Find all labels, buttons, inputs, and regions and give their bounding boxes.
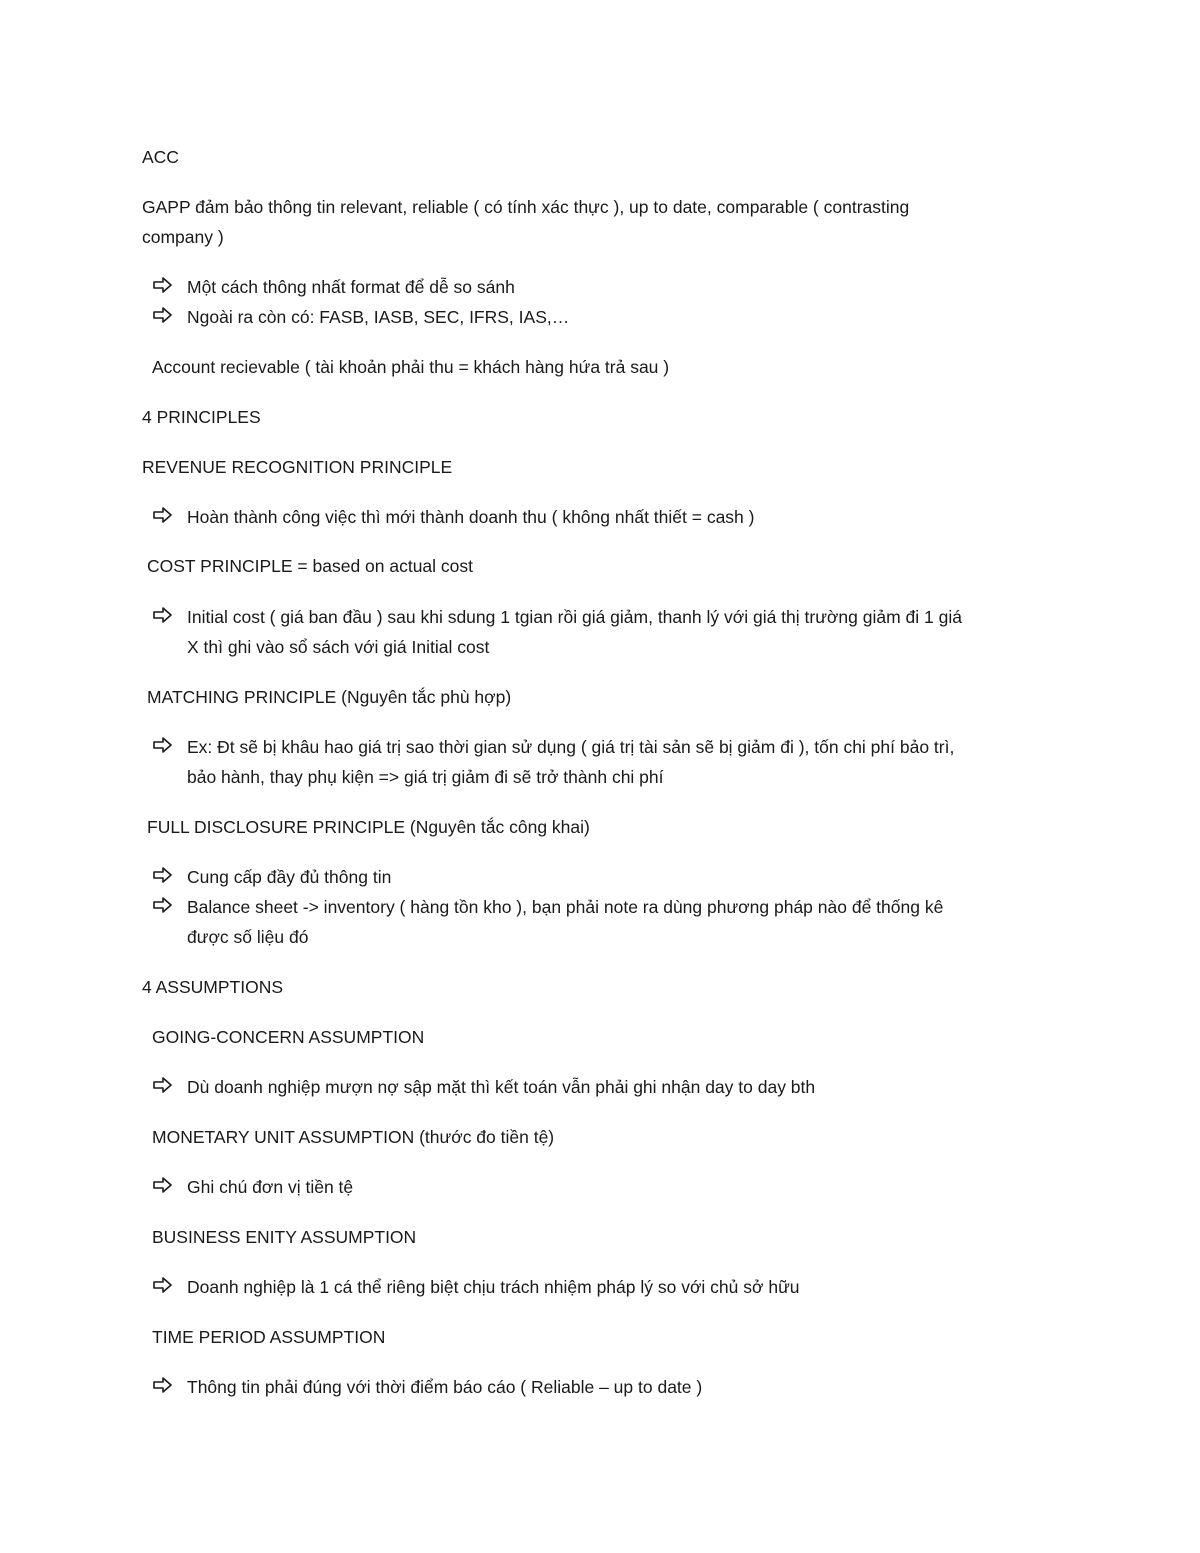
account-receivable: Account recievable ( tài khoản phải thu = khách hàng hứa trả sau ) [152,357,670,377]
disclosure-heading: FULL DISCLOSURE PRINCIPLE (Nguyên tắc công khai) [147,817,590,837]
doc-title: ACC [142,147,179,167]
arrow-bullet-icon [153,277,175,295]
going-concern-heading: GOING-CONCERN ASSUMPTION [152,1027,425,1047]
gapp-line-1: GAPP đảm bảo thông tin relevant, reliable ( có tính xác thực ), up to date, comparable ( contrasting [142,197,910,217]
principles-heading: 4 PRINCIPLES [142,407,261,427]
cost-bullet-line-2: X thì ghi vào sổ sách với giá Initial cost [187,637,490,657]
time-heading: TIME PERIOD ASSUMPTION [152,1327,386,1347]
arrow-bullet-icon [153,1277,175,1295]
bullet-others: Ngoài ra còn có: FASB, IASB, SEC, IFRS, IAS,… [187,307,570,327]
disclosure-bullet-2-line-2: được số liệu đó [187,927,309,947]
business-bullet: Doanh nghiệp là 1 cá thể riêng biệt chịu trách nhiệm pháp lý so với chủ sở hữu [187,1277,800,1297]
matching-bullet-line-2: bảo hành, thay phụ kiện => giá trị giảm đi sẽ trở thành chi phí [187,767,664,787]
arrow-bullet-icon [153,1177,175,1195]
cost-heading: COST PRINCIPLE = based on actual cost [147,556,474,576]
monetary-heading: MONETARY UNIT ASSUMPTION (thước đo tiền tệ) [152,1127,555,1147]
bullet-format: Một cách thông nhất format để dễ so sánh [187,277,515,297]
arrow-bullet-icon [153,607,175,625]
arrow-bullet-icon [153,307,175,325]
business-heading: BUSINESS ENITY ASSUMPTION [152,1227,417,1247]
arrow-bullet-icon [153,1077,175,1095]
revenue-bullet: Hoàn thành công việc thì mới thành doanh thu ( không nhất thiết = cash ) [187,507,755,527]
going-concern-bullet: Dù doanh nghiệp mượn nợ sập mặt thì kết toán vẫn phải ghi nhận day to day bth [187,1077,816,1097]
monetary-bullet: Ghi chú đơn vị tiền tệ [187,1177,354,1197]
arrow-bullet-icon [153,1377,175,1395]
arrow-bullet-icon [153,867,175,885]
assumptions-heading: 4 ASSUMPTIONS [142,977,284,997]
matching-bullet-line-1: Ex: Đt sẽ bị khâu hao giá trị sao thời gian sử dụng ( giá trị tài sản sẽ bị giảm đi ), tốn chi phí bảo trì, [187,737,955,757]
gapp-line-2: company ) [142,227,224,247]
arrow-bullet-icon [153,507,175,525]
cost-bullet-line-1: Initial cost ( giá ban đầu ) sau khi sdung 1 tgian rồi giá giảm, thanh lý với giá thị trường giảm đi 1 giá [187,607,962,627]
revenue-heading: REVENUE RECOGNITION PRINCIPLE [142,457,453,477]
arrow-bullet-icon [153,897,175,915]
disclosure-bullet-2-line-1: Balance sheet -> inventory ( hàng tồn kho ), bạn phải note ra dùng phương pháp nào để thống kê [187,897,944,917]
disclosure-bullet-1: Cung cấp đầy đủ thông tin [187,867,392,887]
matching-heading: MATCHING PRINCIPLE (Nguyên tắc phù hợp) [147,687,512,707]
time-bullet: Thông tin phải đúng với thời điểm báo cáo ( Reliable – up to date ) [187,1377,703,1397]
arrow-bullet-icon [153,737,175,755]
